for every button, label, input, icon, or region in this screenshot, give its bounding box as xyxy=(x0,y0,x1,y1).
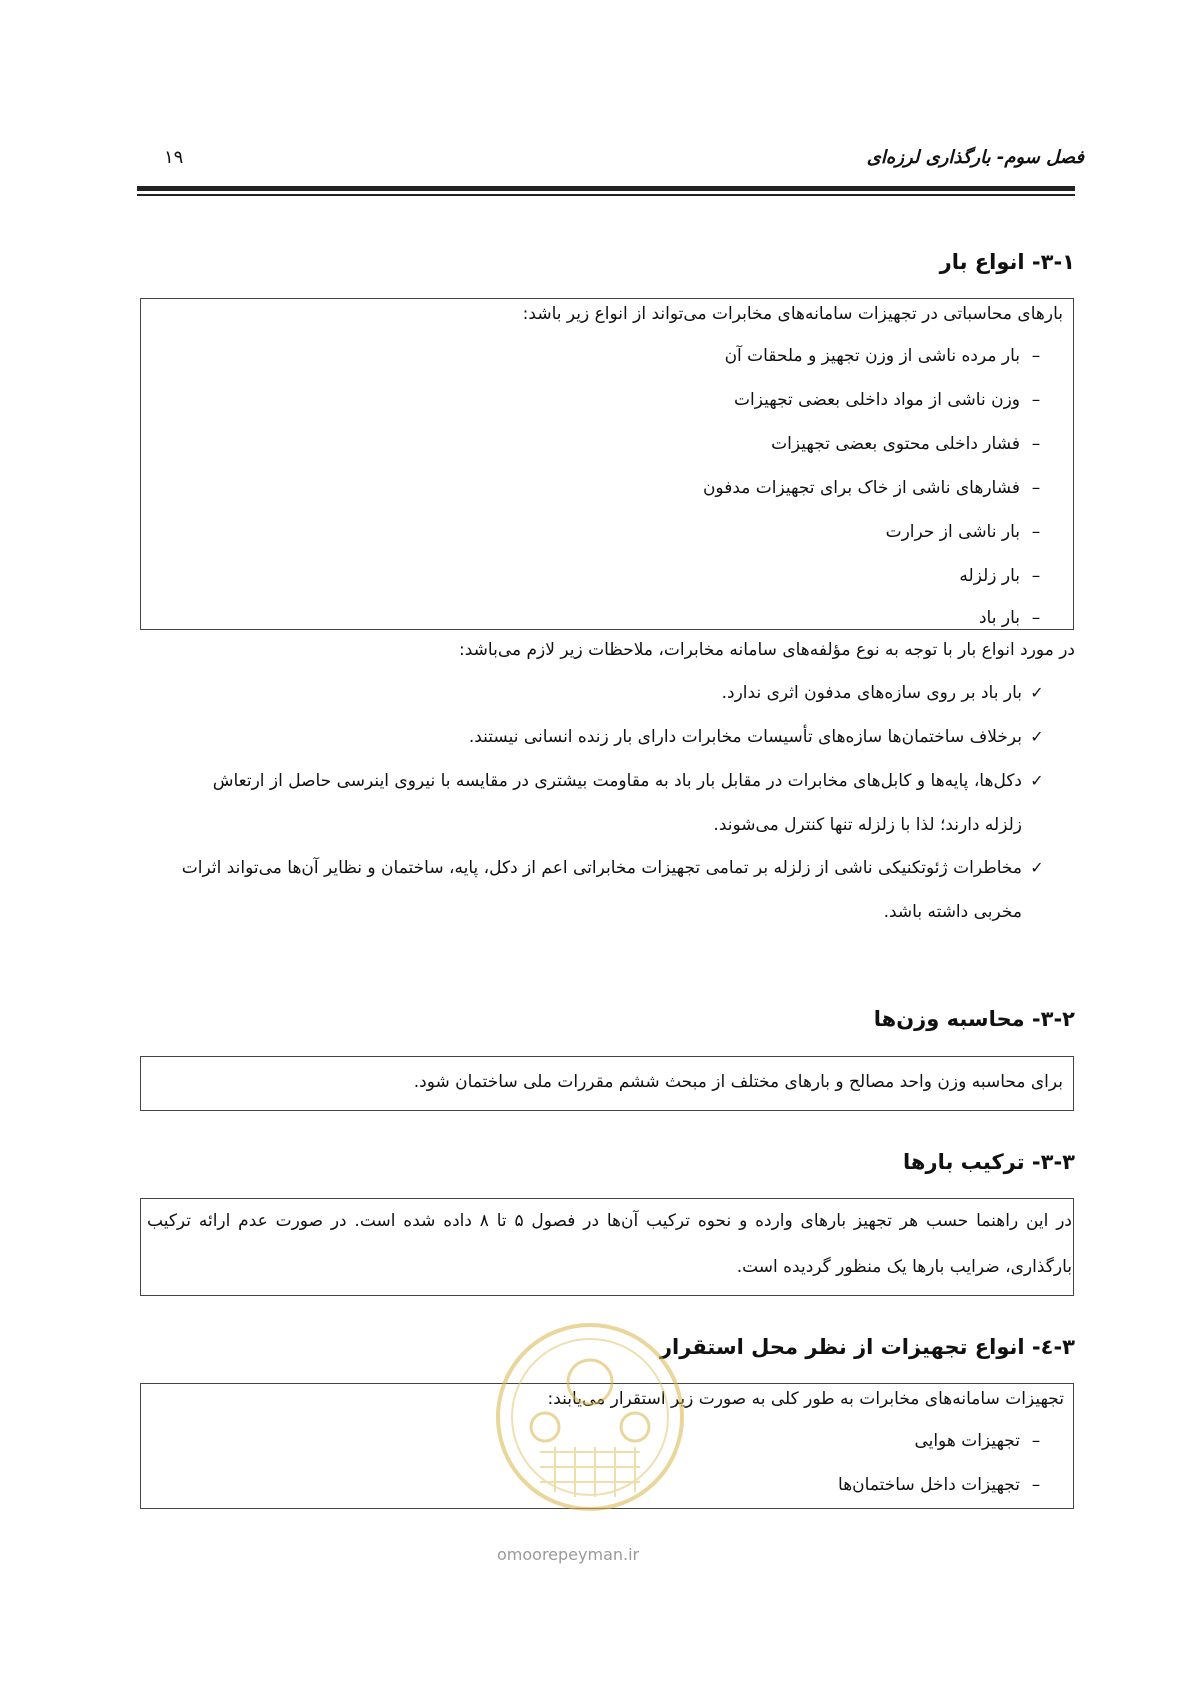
box-text-3-3-line2: بارگذاری، ضرایب بارها یک منظور گردیده است. xyxy=(736,1257,1072,1277)
page-number: ۱۹ xyxy=(164,147,184,168)
section-heading-3-4: ۳-٤- انواع تجهیزات از نظر محل استقرار xyxy=(659,1335,1075,1359)
list-item: –تجهیزات هوایی xyxy=(914,1431,1052,1451)
section-heading-3-2: ۳-۲- محاسبه وزن‌ها xyxy=(873,1007,1075,1031)
dash-icon: – xyxy=(1031,1475,1041,1495)
check-item-continuation: زلزله دارند؛ لذا با زلزله تنها کنترل می‌شوند. xyxy=(713,815,1022,835)
check-item-continuation: مخربی داشته باشد. xyxy=(883,902,1022,922)
check-icon: ✓ xyxy=(1030,683,1044,702)
dash-icon: – xyxy=(1031,434,1041,454)
list-item: –بار زلزله xyxy=(959,566,1052,586)
list-item: –بار باد xyxy=(979,608,1052,628)
list-item: –بار ناشی از حرارت xyxy=(886,522,1052,542)
check-icon: ✓ xyxy=(1030,771,1044,790)
header-rule-thin xyxy=(137,194,1075,196)
check-item: ✓مخاطرات ژئوتکنیکی ناشی از زلزله بر تمامی تجهیزات مخابراتی اعم از دکل، پایه، ساختمان و نظایر آن‌ها می‌تواند اثرات xyxy=(182,858,1052,878)
box-intro-3-1: بارهای محاسباتی در تجهیزات سامانه‌های مخابرات می‌تواند از انواع زیر باشد: xyxy=(522,304,1063,324)
header-rule-thick xyxy=(137,186,1075,191)
dash-icon: – xyxy=(1031,566,1041,586)
dash-icon: – xyxy=(1031,522,1041,542)
check-item: ✓برخلاف ساختمان‌ها سازه‌های تأسیسات مخابرات دارای بار زنده انسانی نیستند. xyxy=(469,727,1052,747)
watermark-url: omoorepeyman.ir xyxy=(497,1545,640,1564)
list-item: –فشار داخلی محتوی بعضی تجهیزات xyxy=(771,434,1052,454)
box-text-3-3-line1: در این راهنما حسب هر تجهیز بارهای وارده و نحوه ترکیب آن‌ها در فصول ۵ تا ۸ داده شده است. در صورت عدم ارائه ترکیب xyxy=(147,1211,1072,1231)
dash-icon: – xyxy=(1031,608,1041,628)
list-item: –وزن ناشی از مواد داخلی بعضی تجهیزات xyxy=(734,390,1052,410)
dash-icon: – xyxy=(1031,390,1041,410)
check-item: ✓دکل‌ها، پایه‌ها و کابل‌های مخابرات در مقابل بار باد به مقاومت بیشتری در مقایسه با نیروی اینرسی حاصل از ارتعاش xyxy=(213,771,1052,791)
dash-icon: – xyxy=(1031,1431,1041,1451)
list-item: –تجهیزات داخل ساختمان‌ها xyxy=(838,1475,1052,1495)
check-icon: ✓ xyxy=(1030,858,1044,877)
chapter-title: فصل سوم- بارگذاری لرزه‌ای xyxy=(866,147,1084,168)
box-text-3-2: برای محاسبه وزن واحد مصالح و بارهای مختلف از مبحث ششم مقررات ملی ساختمان شود. xyxy=(413,1072,1063,1092)
box-intro-3-4: تجهیزات سامانه‌های مخابرات به طور کلی به صورت زیر استقرار می‌یابند: xyxy=(547,1389,1064,1409)
dash-icon: – xyxy=(1031,478,1041,498)
dash-icon: – xyxy=(1031,346,1041,366)
check-icon: ✓ xyxy=(1030,727,1044,746)
check-item: ✓بار باد بر روی سازه‌های مدفون اثری ندارد. xyxy=(722,683,1052,703)
list-item: –بار مرده ناشی از وزن تجهیز و ملحقات آن xyxy=(725,346,1052,366)
list-item: –فشارهای ناشی از خاک برای تجهیزات مدفون xyxy=(703,478,1052,498)
watermark-logo xyxy=(485,1312,695,1522)
after-box-paragraph: در مورد انواع بار با توجه به نوع مؤلفه‌های سامانه مخابرات، ملاحظات زیر لازم می‌باشد: xyxy=(459,640,1075,660)
section-heading-3-1: ۳-۱- انواع بار xyxy=(939,250,1075,274)
section-heading-3-3: ۳-۳- ترکیب بارها xyxy=(903,1150,1075,1174)
